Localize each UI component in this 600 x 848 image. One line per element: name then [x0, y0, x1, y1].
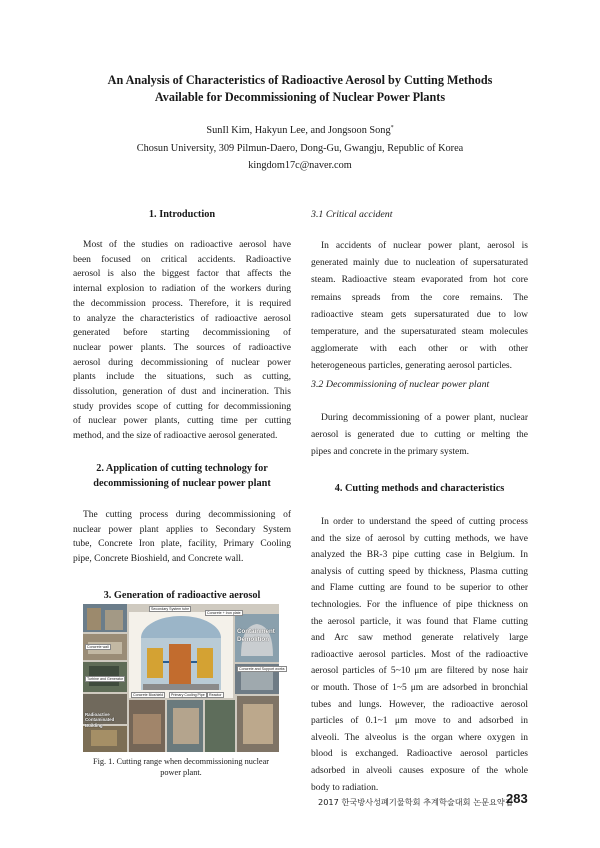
- text-line: study provides scope of cutting for decommissioning: [73, 401, 291, 412]
- author-names: [60, 125, 540, 136]
- application-paragraph: [73, 508, 291, 566]
- text-line: body to radiation.: [311, 782, 379, 793]
- intro-paragraph: [73, 238, 291, 444]
- label-containment: Containment: [237, 628, 275, 635]
- subsection-3-2-paragraph: [311, 410, 528, 460]
- text-line: aerosol particles of 5~10 μm are filtered by nose hair: [311, 666, 528, 677]
- label-concrete-iron: Concrete + Iron plate: [207, 611, 241, 615]
- label-reactor: Reactor: [209, 693, 222, 697]
- text-line: been focused on critical accidents. Radioactive: [73, 254, 291, 265]
- subsection-3-1-heading: 3.1 Critical accident: [311, 209, 393, 220]
- text-line: generated before starting decommissioning of: [73, 328, 291, 339]
- text-line: technologies. For the influence of pipe thickness on: [311, 599, 528, 610]
- label-containment-block: [237, 628, 275, 644]
- text-line: During decommissioning of a power plant, nuclear: [321, 413, 528, 423]
- application-heading: [73, 461, 291, 491]
- text-line: particles of 0.1~1 μm move to and adsorbed in: [311, 716, 528, 727]
- label-radioactive-building: Radioactive Contaminated Building: [85, 712, 115, 728]
- generation-heading: 3. Generation of radioactive aerosol: [103, 590, 261, 601]
- text-line: pipes and concrete in the primary system.: [311, 446, 470, 457]
- intro-heading: 1. Introduction: [148, 209, 216, 220]
- text-line: adsorbed in alveoli causes exposure of the whole: [311, 765, 528, 776]
- text-line: The cutting process during decommissioning of: [83, 510, 291, 520]
- text-line: plants include the situations, such as cutting,: [73, 372, 291, 383]
- label-demolition: Demolition: [237, 636, 269, 643]
- text-line: generated mainly due to nucleation of supersaturated: [311, 258, 528, 269]
- corresponding-mark: *: [390, 125, 394, 131]
- text-line: temperature, and the supersaturated steam molecules: [311, 327, 528, 338]
- label-bioshield: Concrete Bioshield: [133, 693, 164, 697]
- text-line: alveoli. The alveolus is the organ where oxygen in: [311, 732, 528, 743]
- application-heading-line-1: 2. Application of cutting technology for: [96, 463, 268, 474]
- text-line: method, and the size of radioactive aerosol generated.: [73, 431, 278, 442]
- figure-caption-line-1: Fig. 1. Cutting range when decommissioning nuclear: [92, 757, 270, 766]
- text-line: steam. Radioactive steam evaporated from hot core: [311, 275, 528, 286]
- text-line: pipe, Concrete Bioshield, and Concrete wall.: [73, 553, 244, 564]
- text-line: tube, Concrete Iron plate, facility, Primary Cooling: [73, 539, 291, 549]
- figure-caption: [80, 756, 282, 778]
- text-line: internal explosion to radiation of the workers during: [73, 284, 291, 295]
- text-line: and Flame cutting are found to be superior to other: [311, 583, 528, 594]
- text-line: nuclear power plants. The sources of radioactive: [73, 342, 291, 353]
- label-concrete-support: Concrete and Support works: [239, 667, 285, 671]
- text-line: dissolution, generation of dust and incineration. This: [73, 387, 291, 398]
- text-line: or mouth. Those of 1~5 μm are adsorbed in bronchial: [311, 682, 528, 693]
- sub1-heading-wrap: [311, 207, 392, 222]
- text-line: radioactive aerosol particles. Most of the radioactive: [311, 649, 528, 660]
- cutting-heading: 4. Cutting methods and characteristics: [334, 483, 505, 494]
- text-line: In accidents of nuclear power plant, aerosol is: [321, 241, 528, 251]
- text-line: to analyze the characteristics of radioactive aerosol: [73, 313, 291, 324]
- text-line: of nuclear power plants, cutting time per cutting: [73, 416, 291, 427]
- label-primary-pipe: Primary Cooling Pipe: [171, 693, 205, 697]
- title-line-1: An Analysis of Characteristics of Radioactive Aerosol by Cutting Methods: [107, 73, 493, 87]
- footer-journal-name: 2017 한국방사성폐기물학회 추계학술대회 논문요약집: [318, 797, 513, 807]
- text-line: agglomerate with each other or with other: [311, 344, 528, 355]
- label-turbine: Turbine and Generator: [87, 677, 124, 681]
- text-line: aerosol during decommissioning of nuclear power: [73, 357, 291, 368]
- text-line: and the size of aerosol by cutting methods, we have: [311, 533, 528, 544]
- label-concrete-wall: Concrete wall: [87, 645, 109, 649]
- text-line: nuclear power plant applies to Secondary System: [73, 524, 291, 535]
- text-line: remains spreads from the core remains. The: [311, 292, 528, 303]
- paper-title: [60, 72, 540, 106]
- text-line: analyzed the BR-3 pipe cutting case in Belgium. In: [311, 550, 528, 561]
- text-line: radioactive steam gets supersaturated due to low: [311, 309, 528, 320]
- text-line: In order to understand the speed of cutting process: [321, 517, 528, 527]
- application-heading-line-2: decommissioning of nuclear power plant: [93, 478, 271, 489]
- text-line: aerosol is generated due to cutting or melting the: [311, 429, 528, 440]
- cutting-paragraph: [311, 514, 528, 796]
- figure-caption-line-2: power plant.: [160, 768, 202, 777]
- text-line: the decommission process. Therefore, it is required: [73, 298, 291, 309]
- affiliation: Chosun University, 309 Pilmun-Daero, Dong-Gu, Gwangju, Republic of Korea: [136, 143, 464, 154]
- text-line: analysis of cutting speed by thickness, Plasma cutting: [311, 566, 528, 577]
- subsection-3-1-paragraph: [311, 238, 528, 376]
- text-line: heterogeneous particles, generating aerosol particles.: [311, 361, 512, 372]
- figure-cutting-range: [83, 604, 285, 752]
- text-line: and Arc saw method generate relatively large: [311, 633, 528, 644]
- label-secondary-system: Secondary System tube: [151, 607, 190, 611]
- subsection-3-2-heading: 3.2 Decommissioning of nuclear power plant: [311, 379, 490, 390]
- author-email: kingdom17c@naver.com: [248, 160, 352, 171]
- page-number: 283: [506, 791, 528, 806]
- text-line: tubes and lungs. However, the radioactive aerosol: [311, 699, 528, 710]
- title-line-2: Available for Decommissioning of Nuclear Power Plants: [154, 90, 446, 104]
- text-line: blood is exchanged. Radioactive aerosol particles: [311, 749, 528, 760]
- author-list: SunIl Kim, Hakyun Lee, and Jongsoon Song: [206, 125, 391, 136]
- text-line: aerosol is also the biggest factor that affects the: [73, 269, 291, 280]
- text-line: the aerosol particle, it was found that Flame cutting: [311, 616, 528, 627]
- text-line: Most of the studies on radioactive aerosol have: [83, 240, 291, 250]
